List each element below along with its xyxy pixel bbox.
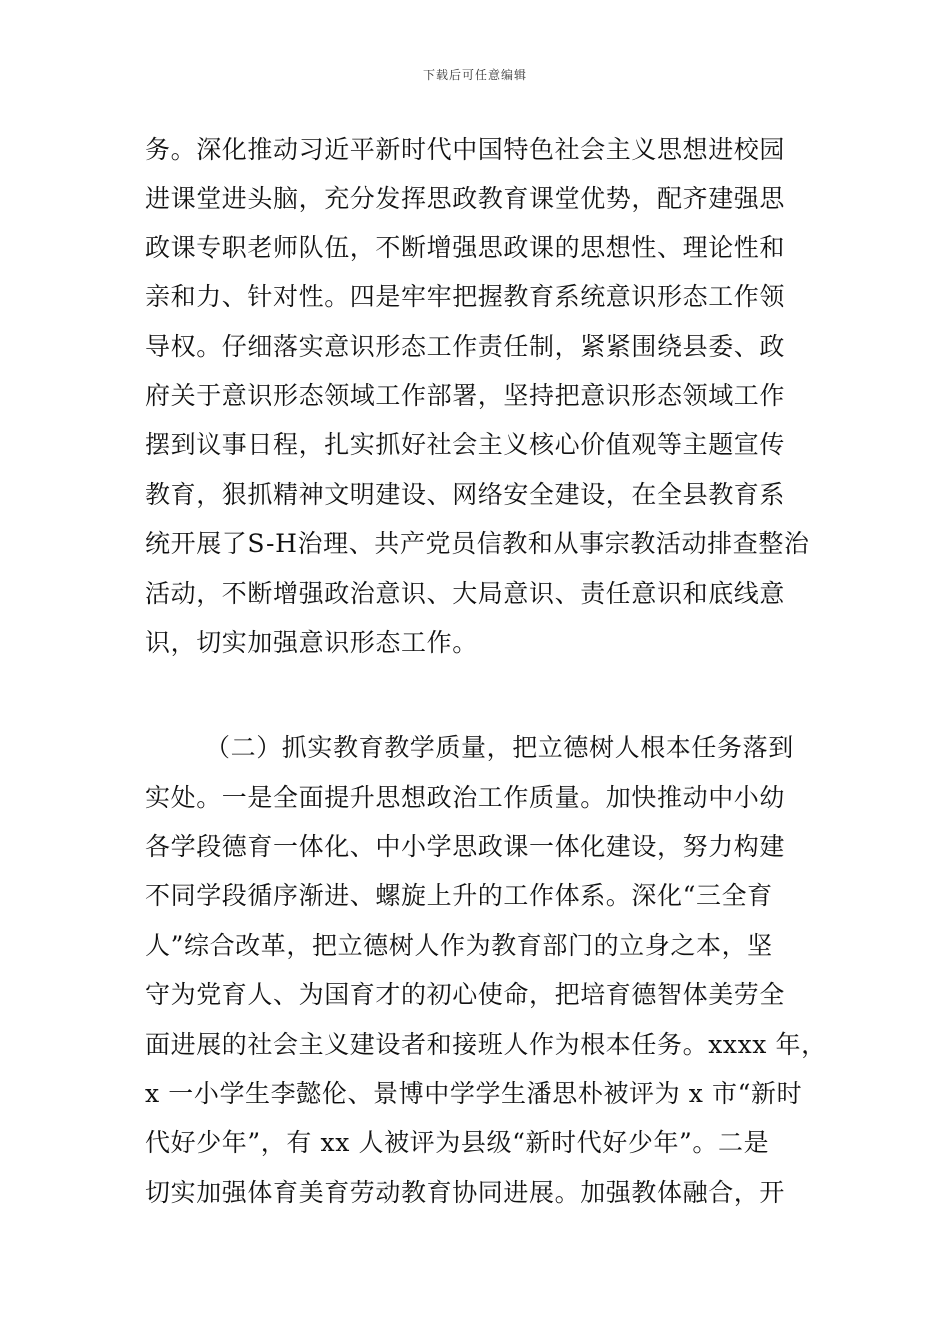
text-line: 切实加强体育美育劳动教育协同进展。加强教体融合，开 [145, 1178, 786, 1207]
text-line: 教育，狠抓精神文明建设、网络安全建设，在全县教育系 [145, 480, 786, 509]
text-line: 面进展的社会主义建设者和接班人作为根本任务。xxxx 年， [145, 1030, 827, 1059]
text-line: 守为党育人、为国育才的初心使命，把培育德智体美劳全 [145, 980, 786, 1009]
page-header-note: 下载后可任意编辑 [422, 68, 527, 82]
text-line: 各学段德育一体化、中小学思政课一体化建设，努力构建 [145, 832, 786, 861]
text-line: 识，切实加强意识形态工作。 [145, 628, 478, 657]
text-line: 府关于意识形态领域工作部署，坚持把意识形态领域工作 [145, 381, 786, 410]
text-line: x 一小学生李懿伦、景博中学学生潘思朴被评为 x 市“新时 [145, 1079, 803, 1108]
text-line: （二）抓实教育教学质量，把立德树人根本任务落到 [205, 733, 794, 762]
text-line: 政课专职老师队伍，不断增强思政课的思想性、理论性和 [145, 233, 786, 262]
text-line: 代好少年”，有 xx 人被评为县级“新时代好少年”。二是 [145, 1128, 770, 1157]
text-line: 活动，不断增强政治意识、大局意识、责任意识和底线意 [145, 579, 786, 608]
text-line: 实处。一是全面提升思想政治工作质量。加快推动中小幼 [145, 783, 786, 812]
text-line: 进课堂进头脑，充分发挥思政教育课堂优势，配齐建强思 [145, 184, 786, 213]
text-line: 务。深化推动习近平新时代中国特色社会主义思想进校园 [145, 135, 786, 164]
text-line: 不同学段循序渐进、螺旋上升的工作体系。深化“三全育 [145, 881, 773, 910]
text-line: 导权。仔细落实意识形态工作责任制，紧紧围绕县委、政 [145, 332, 786, 361]
text-line: 摆到议事日程，扎实抓好社会主义核心价值观等主题宣传 [145, 430, 786, 459]
text-line: 亲和力、针对性。四是牢牢把握教育系统意识形态工作领 [145, 282, 786, 311]
text-line: 统开展了S-H治理、共产党员信教和从事宗教活动排查整治 [145, 529, 810, 558]
text-line: 人”综合改革，把立德树人作为教育部门的立身之本，坚 [145, 931, 773, 960]
